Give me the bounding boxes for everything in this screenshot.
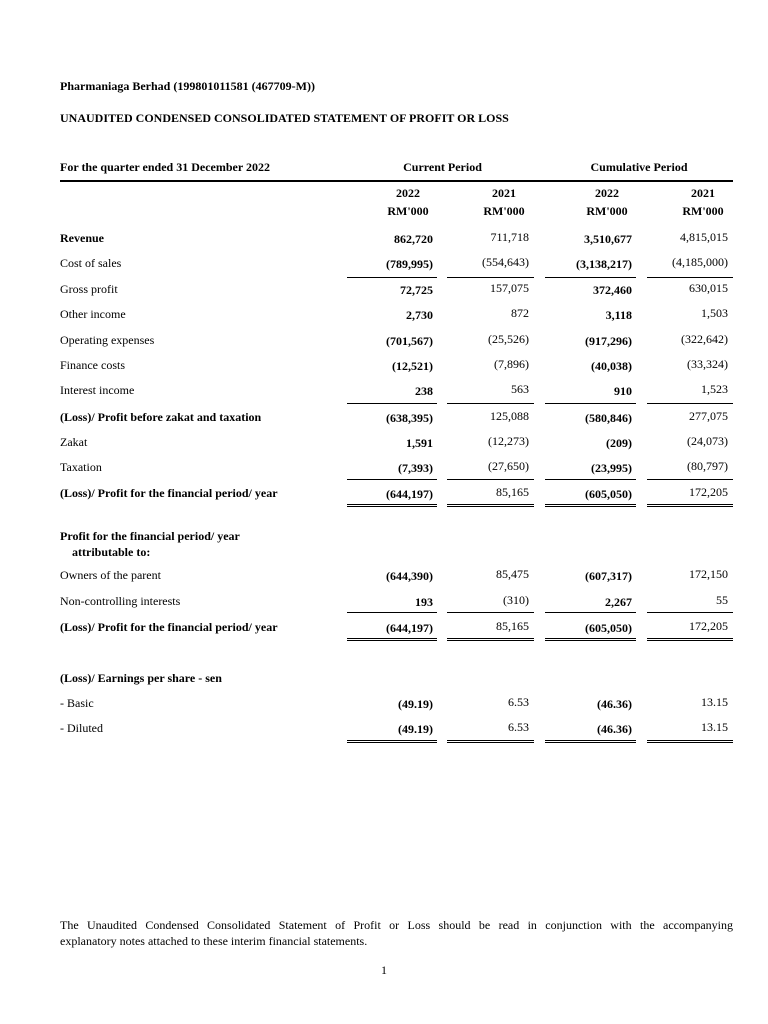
rule-line (447, 403, 534, 404)
cell-value: (789,995) (386, 257, 433, 271)
cell-value: 862,720 (394, 232, 433, 246)
rule-line (447, 506, 534, 507)
attrib-heading-1: Profit for the financial period/ year (60, 529, 240, 543)
cell-value: 72,725 (400, 283, 433, 297)
cell-value: (701,567) (386, 334, 433, 348)
col-unit-2: RM'000 (586, 204, 628, 218)
cell-value: (49.19) (398, 697, 433, 711)
cell-value: (12,273) (488, 434, 529, 448)
col-year-0: 2022 (396, 186, 420, 200)
cell-value: (46.36) (597, 722, 632, 736)
cell-value: 238 (415, 384, 433, 398)
cell-value: (80,797) (687, 459, 728, 473)
rule-line (545, 740, 636, 741)
rule-line (545, 504, 636, 505)
cell-value: 55 (716, 593, 728, 607)
col-unit-1: RM'000 (483, 204, 525, 218)
row-label: Zakat (60, 435, 88, 449)
cell-value: (580,846) (585, 411, 632, 425)
cell-value: (322,642) (681, 332, 728, 346)
rule-line (647, 612, 733, 613)
rule-line (647, 277, 733, 278)
col-unit-0: RM'000 (387, 204, 429, 218)
rule-line (347, 403, 437, 404)
cell-value: 85,475 (496, 567, 529, 581)
rule-line (545, 640, 636, 641)
row-label: Taxation (60, 460, 102, 474)
row-label: (Loss)/ Profit for the financial period/ year (60, 486, 278, 500)
rule-line (347, 479, 437, 480)
cell-value: 13.15 (701, 720, 728, 734)
cell-value: (605,050) (585, 621, 632, 635)
rule-line (545, 479, 636, 480)
row-label: Other income (60, 307, 126, 321)
cell-value: (310) (503, 593, 529, 607)
current-period-header: Current Period (403, 160, 482, 174)
cumulative-period-header: Cumulative Period (590, 160, 688, 174)
cell-value: 1,591 (406, 436, 433, 450)
rule-line (647, 742, 733, 743)
rule-line (545, 506, 636, 507)
cell-value: (644,197) (386, 621, 433, 635)
cell-value: 872 (511, 306, 529, 320)
header-rule (60, 180, 733, 182)
footnote-line-2: explanatory notes attached to these interim financial statements. (60, 934, 368, 948)
rule-line (447, 740, 534, 741)
rule-line (347, 638, 437, 639)
rule-line (447, 640, 534, 641)
rule-line (545, 612, 636, 613)
cell-value: 630,015 (689, 281, 728, 295)
row-label: Interest income (60, 383, 135, 397)
rule-line (545, 742, 636, 743)
cell-value: 6.53 (508, 720, 529, 734)
cell-value: (12,521) (392, 359, 433, 373)
cell-value: (46.36) (597, 697, 632, 711)
cell-value: (27,650) (488, 459, 529, 473)
row-label: Non-controlling interests (60, 594, 181, 608)
rule-line (647, 640, 733, 641)
cell-value: 172,205 (689, 619, 728, 633)
rule-line (347, 640, 437, 641)
cell-value: 711,718 (490, 230, 529, 244)
cell-value: 172,205 (689, 485, 728, 499)
rule-line (647, 504, 733, 505)
page-number: 1 (381, 963, 387, 977)
cell-value: 193 (415, 595, 433, 609)
col-unit-3: RM'000 (682, 204, 724, 218)
cell-value: (4,185,000) (672, 255, 728, 269)
cell-value: (40,038) (591, 359, 632, 373)
statement-title: UNAUDITED CONDENSED CONSOLIDATED STATEMENT OF PROFIT OR LOSS (60, 111, 509, 125)
cell-value: (644,390) (386, 569, 433, 583)
cell-value: (644,197) (386, 487, 433, 501)
cell-value: 3,510,677 (584, 232, 632, 246)
cell-value: 1,523 (701, 382, 728, 396)
rule-line (545, 403, 636, 404)
row-label: Operating expenses (60, 333, 155, 347)
row-label: Cost of sales (60, 256, 122, 270)
col-year-2: 2022 (595, 186, 619, 200)
cell-value: (607,317) (585, 569, 632, 583)
row-label: Gross profit (60, 282, 118, 296)
rule-line (447, 479, 534, 480)
cell-value: 277,075 (689, 409, 728, 423)
rule-line (347, 740, 437, 741)
footnote-line-1: The Unaudited Condensed Consolidated Statement of Profit or Loss should be read in conjunction with the accompanying (60, 918, 733, 932)
cell-value: (638,395) (386, 411, 433, 425)
cell-value: (25,526) (488, 332, 529, 346)
cell-value: 4,815,015 (680, 230, 728, 244)
cell-value: (3,138,217) (576, 257, 632, 271)
row-label: - Basic (60, 696, 94, 710)
rule-line (347, 742, 437, 743)
rule-line (347, 506, 437, 507)
cell-value: 1,503 (701, 306, 728, 320)
cell-value: 6.53 (508, 695, 529, 709)
rule-line (347, 612, 437, 613)
company-name: Pharmaniaga Berhad (199801011581 (467709-M)) (60, 79, 315, 93)
rule-line (347, 277, 437, 278)
col-year-1: 2021 (492, 186, 516, 200)
cell-value: 125,088 (490, 409, 529, 423)
cell-value: 372,460 (593, 283, 632, 297)
rule-line (447, 504, 534, 505)
rule-line (447, 612, 534, 613)
cell-value: 910 (614, 384, 632, 398)
cell-value: 85,165 (496, 619, 529, 633)
col-year-3: 2021 (691, 186, 715, 200)
cell-value: (605,050) (585, 487, 632, 501)
rule-line (447, 277, 534, 278)
rule-line (647, 403, 733, 404)
cell-value: (23,995) (591, 461, 632, 475)
cell-value: (917,296) (585, 334, 632, 348)
cell-value: (7,393) (398, 461, 433, 475)
period-label: For the quarter ended 31 December 2022 (60, 160, 270, 174)
rule-line (647, 506, 733, 507)
cell-value: 3,118 (605, 308, 632, 322)
row-label: Finance costs (60, 358, 125, 372)
cell-value: 85,165 (496, 485, 529, 499)
row-label: Revenue (60, 231, 104, 245)
rule-line (347, 504, 437, 505)
cell-value: 13.15 (701, 695, 728, 709)
rule-line (545, 277, 636, 278)
cell-value: 157,075 (490, 281, 529, 295)
row-label: (Loss)/ Profit for the financial period/ year (60, 620, 278, 634)
row-label: (Loss)/ Profit before zakat and taxation (60, 410, 262, 424)
attrib-heading-2: attributable to: (72, 545, 151, 559)
cell-value: 563 (511, 382, 529, 396)
cell-value: (209) (606, 436, 632, 450)
cell-value: 2,730 (406, 308, 433, 322)
rule-line (647, 638, 733, 639)
eps-heading: (Loss)/ Earnings per share - sen (60, 671, 222, 685)
cell-value: (49.19) (398, 722, 433, 736)
rule-line (447, 638, 534, 639)
row-label: - Diluted (60, 721, 103, 735)
rule-line (447, 742, 534, 743)
cell-value: 2,267 (605, 595, 632, 609)
cell-value: (7,896) (494, 357, 529, 371)
cell-value: (554,643) (482, 255, 529, 269)
rule-line (545, 638, 636, 639)
rule-line (647, 740, 733, 741)
row-label: Owners of the parent (60, 568, 161, 582)
rule-line (647, 479, 733, 480)
cell-value: (24,073) (687, 434, 728, 448)
cell-value: 172,150 (689, 567, 728, 581)
cell-value: (33,324) (687, 357, 728, 371)
